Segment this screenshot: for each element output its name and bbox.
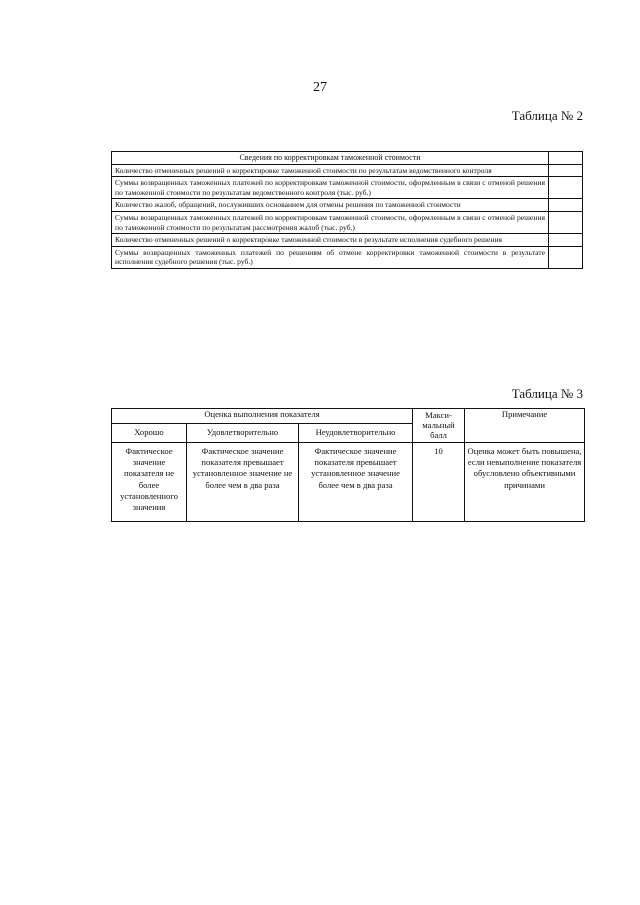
table-row	[112, 177, 583, 199]
evaluation-group-header: Оценка выполнения показателя	[112, 409, 413, 424]
col-satisfactory-header: Удовлетворительно	[187, 424, 299, 443]
table-row	[112, 246, 583, 268]
good-criterion: Фактическое значение показателя не более установленного значения	[112, 443, 187, 522]
row-value	[549, 211, 583, 233]
col-good-header: Хорошо	[112, 424, 187, 443]
row-value	[549, 164, 583, 177]
table-row	[112, 152, 583, 165]
row-label: Суммы возвращенных таможенных платежей по решениям об отмене корректировки таможенной стоимости в результате исполнения судебного решения (тыс. руб.)	[112, 246, 549, 268]
table-row	[112, 211, 583, 233]
table-2-header-value-cell	[549, 152, 583, 165]
note-header: Примечание	[465, 409, 585, 443]
row-label: Суммы возвращенных таможенных платежей по корректировкам таможенной стоимости, оформленным в связи с отменой решения по таможенной стоимости по результатам ведомственного контроля (тыс. руб.)	[112, 177, 549, 199]
table-row	[112, 164, 583, 177]
max-score-header: Макси-мальный балл	[413, 409, 465, 443]
table-2-header: Сведения по корректировкам таможенной стоимости	[112, 152, 549, 165]
row-value	[549, 234, 583, 247]
table-3-caption: Таблица № 3	[511, 386, 583, 401]
row-label: Суммы возвращенных таможенных платежей по корректировкам таможенной стоимости, оформленным в связи с отменой решения по таможенной стоимости по результатам рассмотрения жалоб (тыс. руб.)	[112, 211, 549, 233]
table-row	[112, 443, 585, 522]
customs-value-corrections-table	[111, 151, 583, 269]
page-number: 27	[313, 80, 327, 95]
table-row	[112, 409, 585, 424]
table-row	[112, 199, 583, 212]
unsatisfactory-criterion: Фактическое значение показателя превышает установленное значение более чем в два раза	[299, 443, 413, 522]
satisfactory-criterion: Фактическое значение показателя превышает установленное значение не более чем в два раза	[187, 443, 299, 522]
row-value	[549, 177, 583, 199]
table-row	[112, 234, 583, 247]
row-label: Количество отмененных решений о корректировке таможенной стоимости в результате исполнения судебного решения	[112, 234, 549, 247]
row-value	[549, 199, 583, 212]
row-label: Количество отмененных решений о корректировке таможенной стоимости по результатам ведомственного контроля	[112, 164, 549, 177]
col-unsatisfactory-header: Неудовлетворительно	[299, 424, 413, 443]
indicator-evaluation-table	[111, 408, 585, 522]
table-2-caption: Таблица № 2	[511, 108, 583, 123]
row-value	[549, 246, 583, 268]
max-score-value: 10	[413, 443, 465, 522]
note-text: Оценка может быть повышена, если невыполнение показателя обусловлено объективными причинами	[465, 443, 585, 522]
row-label: Количество жалоб, обращений, послуживших основанием для отмены решения по таможенной стоимости	[112, 199, 549, 212]
